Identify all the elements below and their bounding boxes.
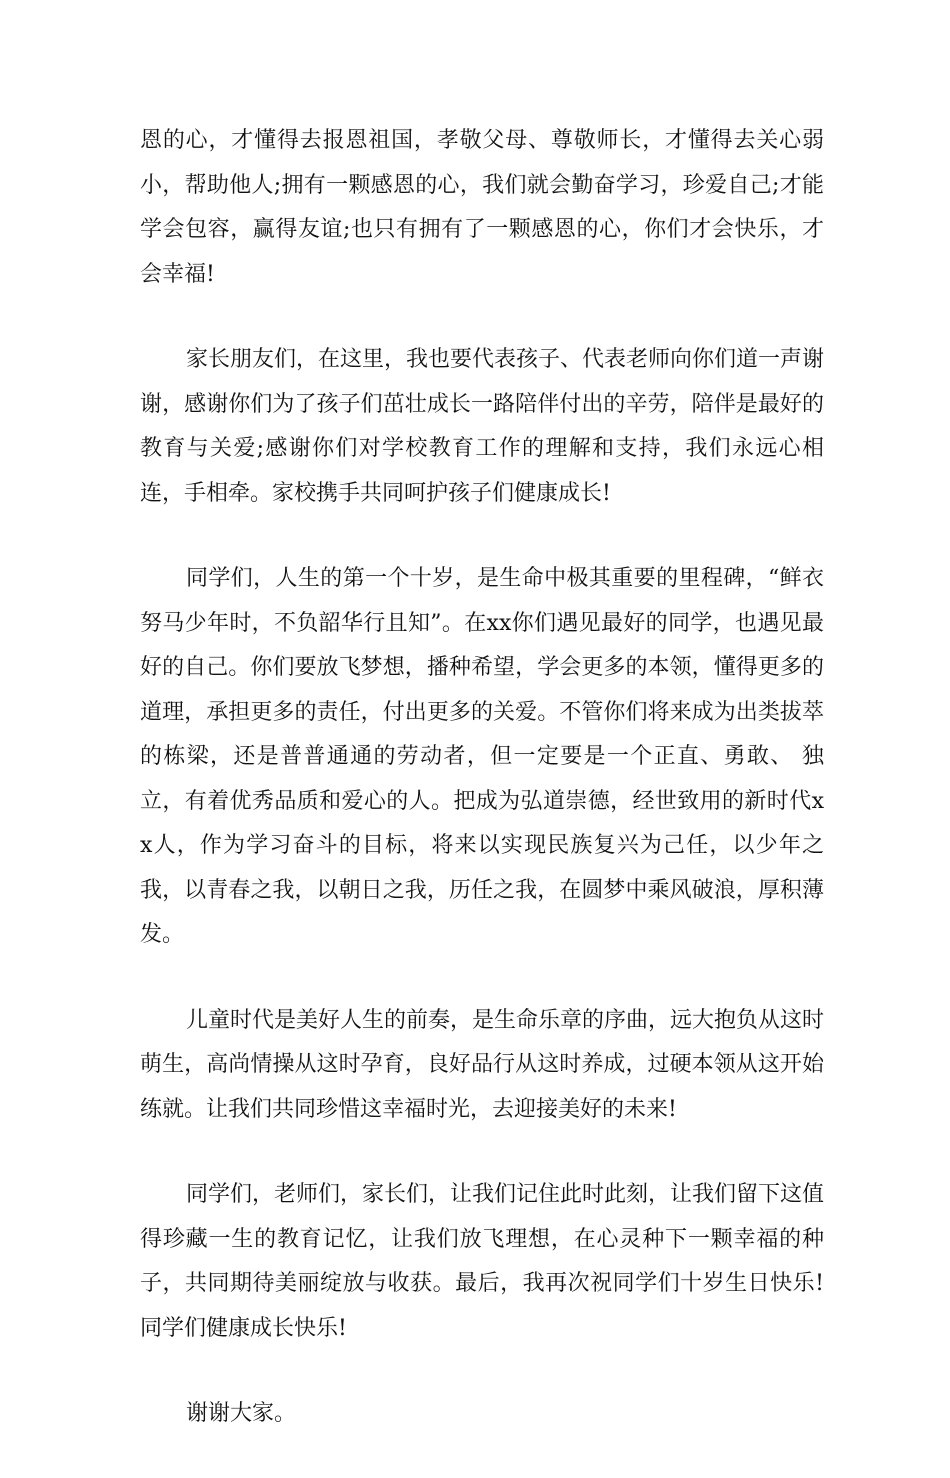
paragraph-thank-you: 谢谢大家。: [186, 1401, 297, 1426]
paragraph-parents-thanks: 家长朋友们，在这里，我也要代表孩子、代表老师向你们道一声谢谢，感谢你们为了孩子们茁壮成长一路陪伴付出的辛劳，陪伴是最好的教育与关爱;感谢你们对学校教育工作的理解和支持，我们永远心相连，手相牵。家校携手共同呵护孩子们健康成长!: [140, 347, 825, 506]
paragraph-students-milestone: 同学们，人生的第一个十岁，是生命中极其重要的里程碑，“鲜衣努马少年时，不负韶华行且知”。在xx你们遇见最好的同学，也遇见最好的自己。你们要放飞梦想，播种希望，学会更多的本领，懂得更多的道理，承担更多的责任，付出更多的关爱。不管你们将来成为出类拔萃的栋梁，还是普普通通的劳动者，但一定要是一个正直、勇敢、 独立，有着优秀品质和爱心的人。把成为弘道崇德，经世致用的新时代xx人，作为学习奋斗的目标，将来以实现民族复兴为己任，以少年之我，以青春之我，以朝日之我，历任之我，在圆梦中乘风破浪，厚积薄发。: [140, 566, 824, 947]
document-body: [140, 119, 824, 1478]
paragraph-childhood: 儿童时代是美好人生的前奏，是生命乐章的序曲，远大抱负从这时萌生，高尚情操从这时孕育，良好品行从这时养成，过硬本领从这开始练就。让我们共同珍惜这幸福时光，去迎接美好的未来!: [140, 1007, 825, 1122]
paragraph-closing-wishes: 同学们，老师们，家长们，让我们记住此时此刻，让我们留下这值得珍藏一生的教育记忆，让我们放飞理想，在心灵种下一颗幸福的种子，共同期待美丽绽放与收获。最后，我再次祝同学们十岁生日快乐!同学们健康成长快乐!: [140, 1182, 825, 1341]
paragraph-continuation: 恩的心，才懂得去报恩祖国，孝敬父母、尊敬师长，才懂得去关心弱小，帮助他人;拥有一颗感恩的心，我们就会勤奋学习，珍爱自己;才能学会包容，赢得友谊;也只有拥有了一颗感恩的心，你们才会快乐，才会幸福!: [140, 128, 824, 287]
